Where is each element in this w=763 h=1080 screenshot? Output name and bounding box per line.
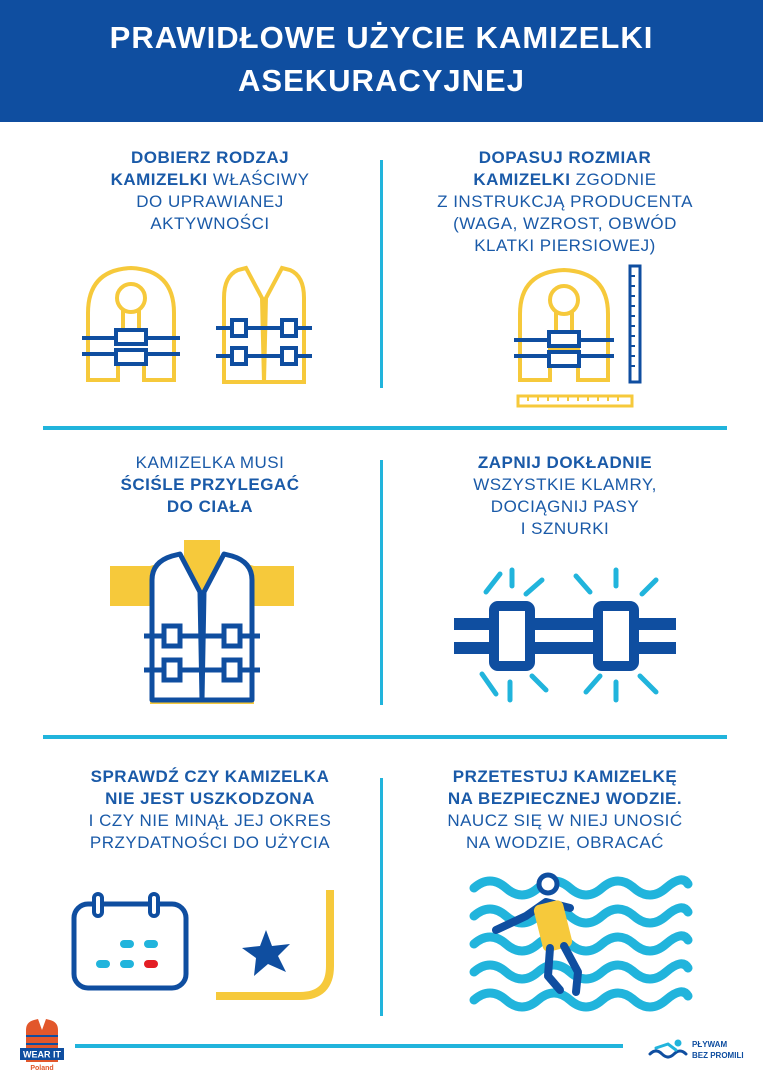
wear-it-logo [20, 1014, 64, 1072]
tip2-line4: (WAGA, WZROST, OBWÓD [453, 214, 677, 233]
swimmer-wave-icon [648, 1038, 688, 1062]
tip2-bold-line1: DOPASUJ ROZMIAR [478, 148, 652, 167]
tip6-bold-line1: PRZETESTUJ KAMIZELKĘ [452, 767, 678, 786]
logo-right-line2: BEZ PROMILI [692, 1051, 744, 1060]
tip6-line3: NAUCZ SIĘ W NIEJ UNOSIĆ [447, 811, 683, 830]
tip3-line1: KAMIZELKA MUSI [135, 453, 285, 472]
tip-fit-size [400, 147, 730, 257]
tip1-line4: AKTYWNOŚCI [150, 214, 270, 233]
vertical-ruler-icon [630, 266, 640, 382]
tip6-line4: NA WODZIE, OBRACAĆ [466, 833, 664, 852]
tip2-bold-line2: KAMIZELKI [473, 170, 571, 189]
tip5-line3: I CZY NIE MINĄŁ JEJ OKRES [88, 811, 332, 830]
tip2-rest-line2: ZGODNIE [570, 170, 657, 189]
expiry-check-icon [68, 884, 338, 1008]
collar-vest-icon [82, 268, 180, 380]
tip1-rest-line2: WŁAŚCIWY [207, 170, 310, 189]
column-divider-row1 [380, 160, 383, 388]
damaged-vest-corner-icon [216, 890, 330, 996]
life-vests-icon [76, 258, 316, 390]
vest-measure-icon [512, 262, 642, 410]
tip4-bold-line1: ZAPNIJ DOKŁADNIE [477, 453, 653, 472]
tip4-line4: I SZNURKI [520, 519, 610, 538]
tip4-line3: DOCIĄGNIJ PASY [490, 497, 640, 516]
row-divider-3 [75, 1044, 623, 1048]
swimmer-in-water-icon [468, 864, 698, 1012]
tip4-line2: WSZYSTKIE KLAMRY, [473, 475, 657, 494]
tip-fit-tight [60, 452, 360, 518]
column-divider-row2 [380, 460, 383, 705]
column-divider-row3 [380, 778, 383, 1016]
sleeveless-vest-icon [216, 268, 312, 382]
buckles-icon [450, 566, 680, 706]
tip2-line5: KLATKI PIERSIOWEJ) [474, 236, 656, 255]
waves-icon [474, 880, 688, 1007]
collar-vest-icon [514, 270, 614, 380]
wear-it-logo-sub: Poland [30, 1065, 54, 1072]
tip-fasten [400, 452, 730, 540]
horizontal-ruler-icon [518, 396, 632, 406]
tip5-line4: PRZYDATNOŚCI DO UŻYCIA [89, 833, 331, 852]
row-divider-2 [43, 735, 727, 739]
wear-it-vest-icon [20, 1014, 64, 1072]
tip1-bold-line1: DOBIERZ RODZAJ [130, 148, 290, 167]
tip3-bold-line2: ŚCIŚLE PRZYLEGAĆ [120, 475, 300, 494]
tip3-bold-line3: DO CIAŁA [166, 497, 254, 516]
tip-test-in-water [400, 766, 730, 854]
tip1-bold-line2: KAMIZELKI [110, 170, 208, 189]
page-title-line2: ASEKURACYJNEJ [238, 63, 525, 98]
tip-check-damage [50, 766, 370, 854]
calendar-icon [74, 894, 186, 988]
tip2-line3: Z INSTRUKCJĄ PRODUCENTA [437, 192, 693, 211]
tip1-line3: DO UPRAWIANEJ [136, 192, 284, 211]
worn-vest-icon [104, 536, 300, 708]
row-divider-1 [43, 426, 727, 430]
logo-right-line1: PŁYWAM [692, 1040, 728, 1049]
tip6-bold-line2: NA BEZPIECZNEJ WODZIE. [447, 789, 683, 808]
page-header [0, 0, 763, 122]
tip-choose-type [60, 147, 360, 235]
tip5-bold-line1: SPRAWDŹ CZY KAMIZELKA [90, 767, 330, 786]
wear-it-logo-text: WEAR IT [23, 1049, 61, 1060]
tip5-bold-line2: NIE JEST USZKODZONA [105, 789, 315, 808]
page-title-line1: PRAWIDŁOWE UŻYCIE KAMIZELKI [109, 20, 654, 55]
